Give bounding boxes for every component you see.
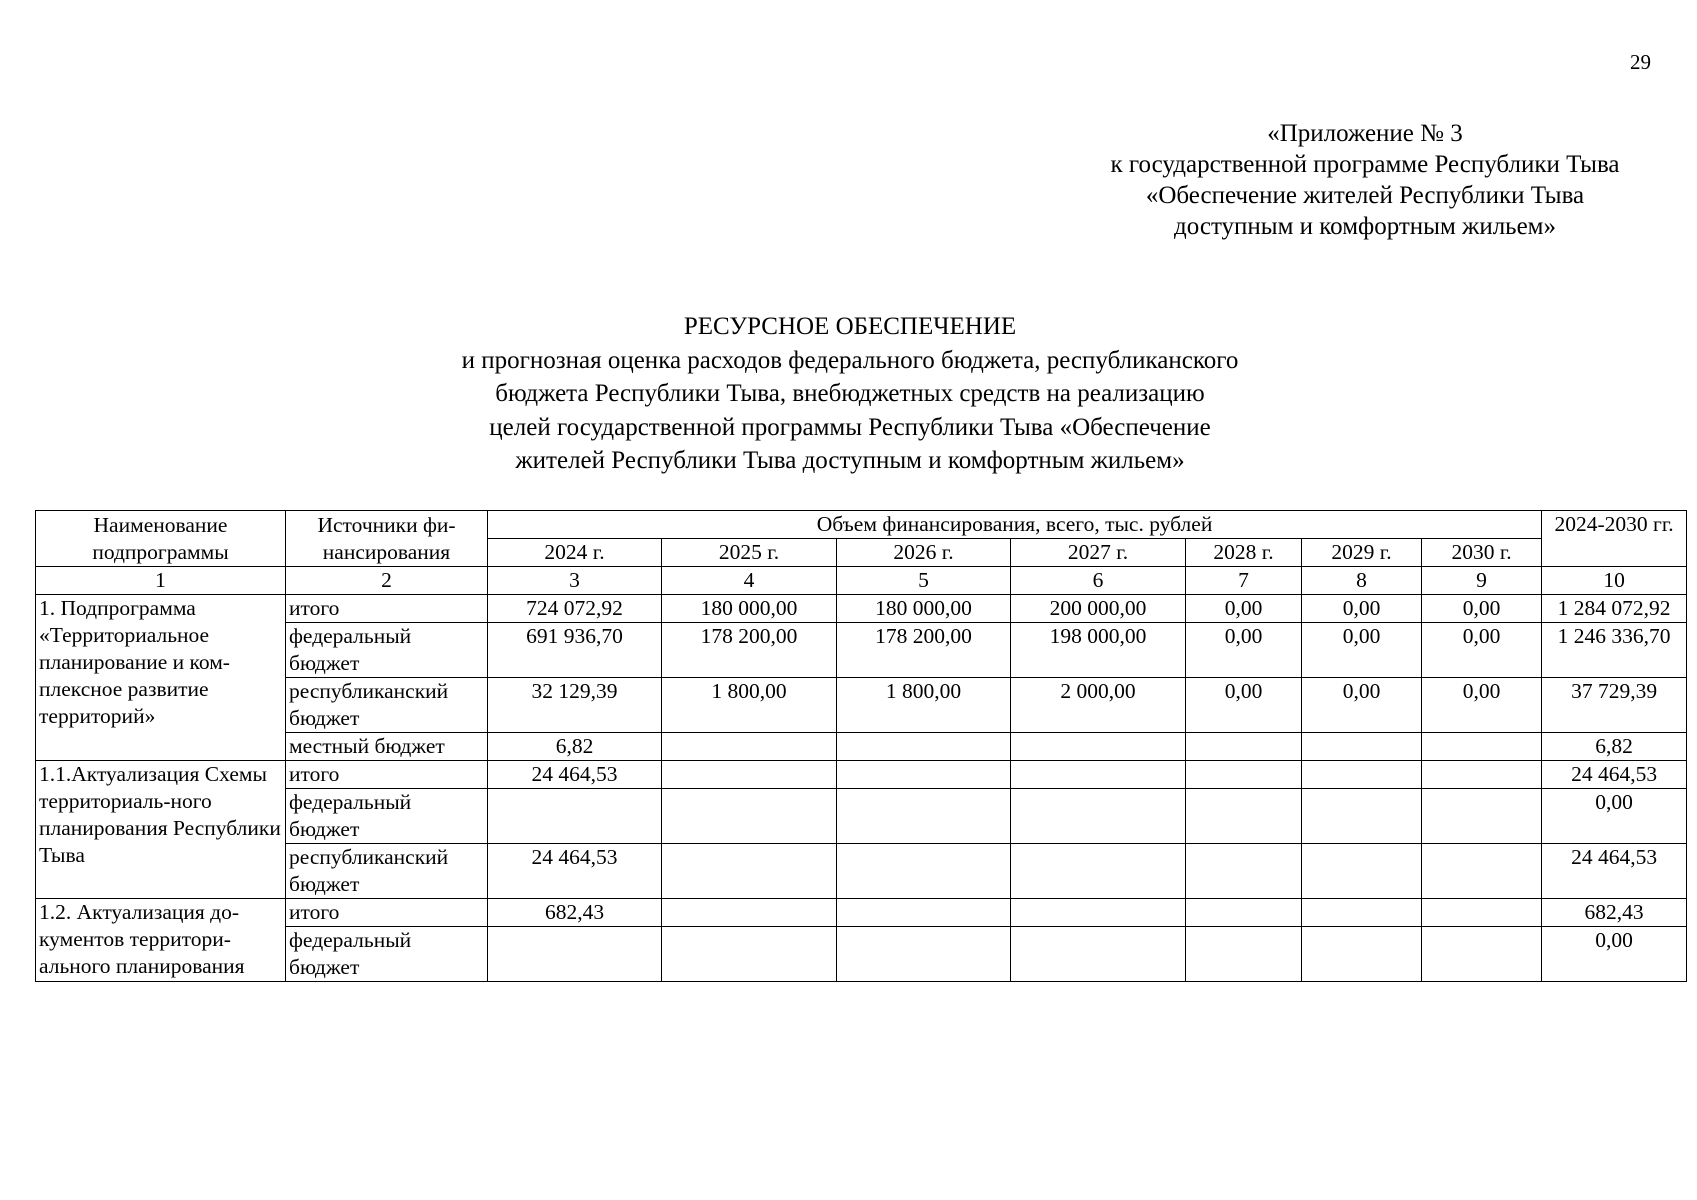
- header-name: Наименование подпрограммы: [36, 511, 286, 567]
- year-value: [1011, 899, 1186, 927]
- year-value: [1302, 899, 1422, 927]
- year-value: 682,43: [488, 899, 662, 927]
- year-value: 178 200,00: [837, 623, 1011, 678]
- year-value: 6,82: [488, 733, 662, 761]
- year-value: 0,00: [1422, 595, 1542, 623]
- year-value: 200 000,00: [1011, 595, 1186, 623]
- year-value: [1011, 761, 1186, 789]
- total-value: 24 464,53: [1542, 844, 1687, 899]
- year-value: [1302, 733, 1422, 761]
- column-number: 8: [1302, 567, 1422, 595]
- table-row: [36, 899, 1687, 927]
- year-value: [837, 927, 1011, 982]
- header-year: 2025 г.: [662, 539, 837, 567]
- year-value: [662, 899, 837, 927]
- year-value: [1422, 927, 1542, 982]
- year-value: [1302, 761, 1422, 789]
- header-year: 2027 г.: [1011, 539, 1186, 567]
- total-value: 0,00: [1542, 927, 1687, 982]
- funding-source: итого: [286, 595, 488, 623]
- year-value: 0,00: [1422, 678, 1542, 733]
- total-value: 0,00: [1542, 789, 1687, 844]
- column-numbers-row: [36, 567, 1687, 595]
- year-value: [1302, 844, 1422, 899]
- year-value: [662, 761, 837, 789]
- header-year: 2030 г.: [1422, 539, 1542, 567]
- table-row: [36, 595, 1687, 623]
- year-value: [662, 927, 837, 982]
- title-heading: РЕСУРСНОЕ ОБЕСПЕЧЕНИЕ: [683, 313, 1017, 340]
- total-value: 1 246 336,70: [1542, 623, 1687, 678]
- year-value: [1011, 927, 1186, 982]
- year-value: 0,00: [1302, 623, 1422, 678]
- year-value: 1 800,00: [662, 678, 837, 733]
- subprogram-name: 1.1.Актуализация Схемы территориаль-ного планирования Республики Тыва: [36, 761, 286, 899]
- year-value: [662, 844, 837, 899]
- year-value: [1302, 789, 1422, 844]
- funding-source: федеральный бюджет: [286, 927, 488, 982]
- column-number: 2: [286, 567, 488, 595]
- funding-source: итого: [286, 761, 488, 789]
- column-number: 4: [662, 567, 837, 595]
- total-value: 1 284 072,92: [1542, 595, 1687, 623]
- year-value: [1422, 789, 1542, 844]
- year-value: [662, 789, 837, 844]
- year-value: 24 464,53: [488, 844, 662, 899]
- year-value: 0,00: [1302, 595, 1422, 623]
- year-value: [488, 789, 662, 844]
- table-body: [36, 595, 1687, 982]
- document-title: [350, 310, 1350, 478]
- column-number: 9: [1422, 567, 1542, 595]
- table-row: [36, 761, 1687, 789]
- header-volume: Объем финансирования, всего, тыс. рублей: [488, 511, 1542, 539]
- funding-source: федеральный бюджет: [286, 623, 488, 678]
- header-total: 2024-2030 гг.: [1542, 511, 1687, 567]
- year-value: [1422, 844, 1542, 899]
- year-value: [1186, 789, 1302, 844]
- appendix-line: к государственной программе Республики Тыва: [1110, 151, 1620, 178]
- year-value: [1186, 844, 1302, 899]
- funding-source: республиканский бюджет: [286, 844, 488, 899]
- total-value: 37 729,39: [1542, 678, 1687, 733]
- appendix-line: «Приложение № 3: [1267, 120, 1463, 147]
- column-number: 7: [1186, 567, 1302, 595]
- year-value: [837, 899, 1011, 927]
- column-number: 10: [1542, 567, 1687, 595]
- year-value: [1186, 927, 1302, 982]
- header-year: 2029 г.: [1302, 539, 1422, 567]
- year-value: [488, 927, 662, 982]
- funding-source: республиканский бюджет: [286, 678, 488, 733]
- header-year: 2026 г.: [837, 539, 1011, 567]
- column-number: 5: [837, 567, 1011, 595]
- year-value: [1011, 733, 1186, 761]
- resource-table: [35, 510, 1687, 982]
- appendix-block: [1045, 118, 1685, 242]
- column-number: 6: [1011, 567, 1186, 595]
- funding-source: итого: [286, 899, 488, 927]
- year-value: [837, 733, 1011, 761]
- year-value: 24 464,53: [488, 761, 662, 789]
- appendix-line: доступным и комфортным жильем»: [1174, 213, 1556, 240]
- year-value: 0,00: [1186, 595, 1302, 623]
- subprogram-name: 1.2. Актуализация до-кументов территори-ального планирования: [36, 899, 286, 982]
- header-year: 2028 г.: [1186, 539, 1302, 567]
- year-value: 2 000,00: [1011, 678, 1186, 733]
- column-number: 1: [36, 567, 286, 595]
- year-value: 1 800,00: [837, 678, 1011, 733]
- year-value: [1011, 789, 1186, 844]
- total-value: 24 464,53: [1542, 761, 1687, 789]
- year-value: 178 200,00: [662, 623, 837, 678]
- year-value: [662, 733, 837, 761]
- title-line: целей государственной программы Республики Тыва «Обеспечение: [489, 413, 1211, 441]
- title-line: жителей Республики Тыва доступным и комфортным жильем»: [515, 447, 1185, 474]
- subprogram-name: 1. Подпрограмма «Территориальное планирование и ком-плексное развитие территорий»: [36, 595, 286, 761]
- year-value: 180 000,00: [662, 595, 837, 623]
- title-line: бюджета Республики Тыва, внебюджетных средств на реализацию: [495, 380, 1205, 407]
- title-line: и прогнозная оценка расходов федерального бюджета, республиканского: [461, 346, 1239, 374]
- year-value: [837, 844, 1011, 899]
- page-number: 29: [1630, 50, 1651, 74]
- year-value: [1186, 899, 1302, 927]
- header-year: 2024 г.: [488, 539, 662, 567]
- year-value: [1422, 761, 1542, 789]
- year-value: [837, 789, 1011, 844]
- year-value: [1422, 899, 1542, 927]
- year-value: 32 129,39: [488, 678, 662, 733]
- year-value: 0,00: [1186, 623, 1302, 678]
- year-value: [1186, 733, 1302, 761]
- year-value: 691 936,70: [488, 623, 662, 678]
- year-value: [837, 761, 1011, 789]
- funding-source: местный бюджет: [286, 733, 488, 761]
- funding-source: федеральный бюджет: [286, 789, 488, 844]
- year-value: 724 072,92: [488, 595, 662, 623]
- appendix-line: «Обеспечение жителей Республики Тыва: [1145, 182, 1585, 209]
- total-value: 682,43: [1542, 899, 1687, 927]
- column-number: 3: [488, 567, 662, 595]
- year-value: [1186, 761, 1302, 789]
- year-value: 0,00: [1422, 623, 1542, 678]
- total-value: 6,82: [1542, 733, 1687, 761]
- year-value: 0,00: [1186, 678, 1302, 733]
- year-value: [1302, 927, 1422, 982]
- year-value: [1422, 733, 1542, 761]
- year-value: 0,00: [1302, 678, 1422, 733]
- header-source: Источники фи-нансирования: [286, 511, 488, 567]
- year-value: [1011, 844, 1186, 899]
- year-value: 180 000,00: [837, 595, 1011, 623]
- year-value: 198 000,00: [1011, 623, 1186, 678]
